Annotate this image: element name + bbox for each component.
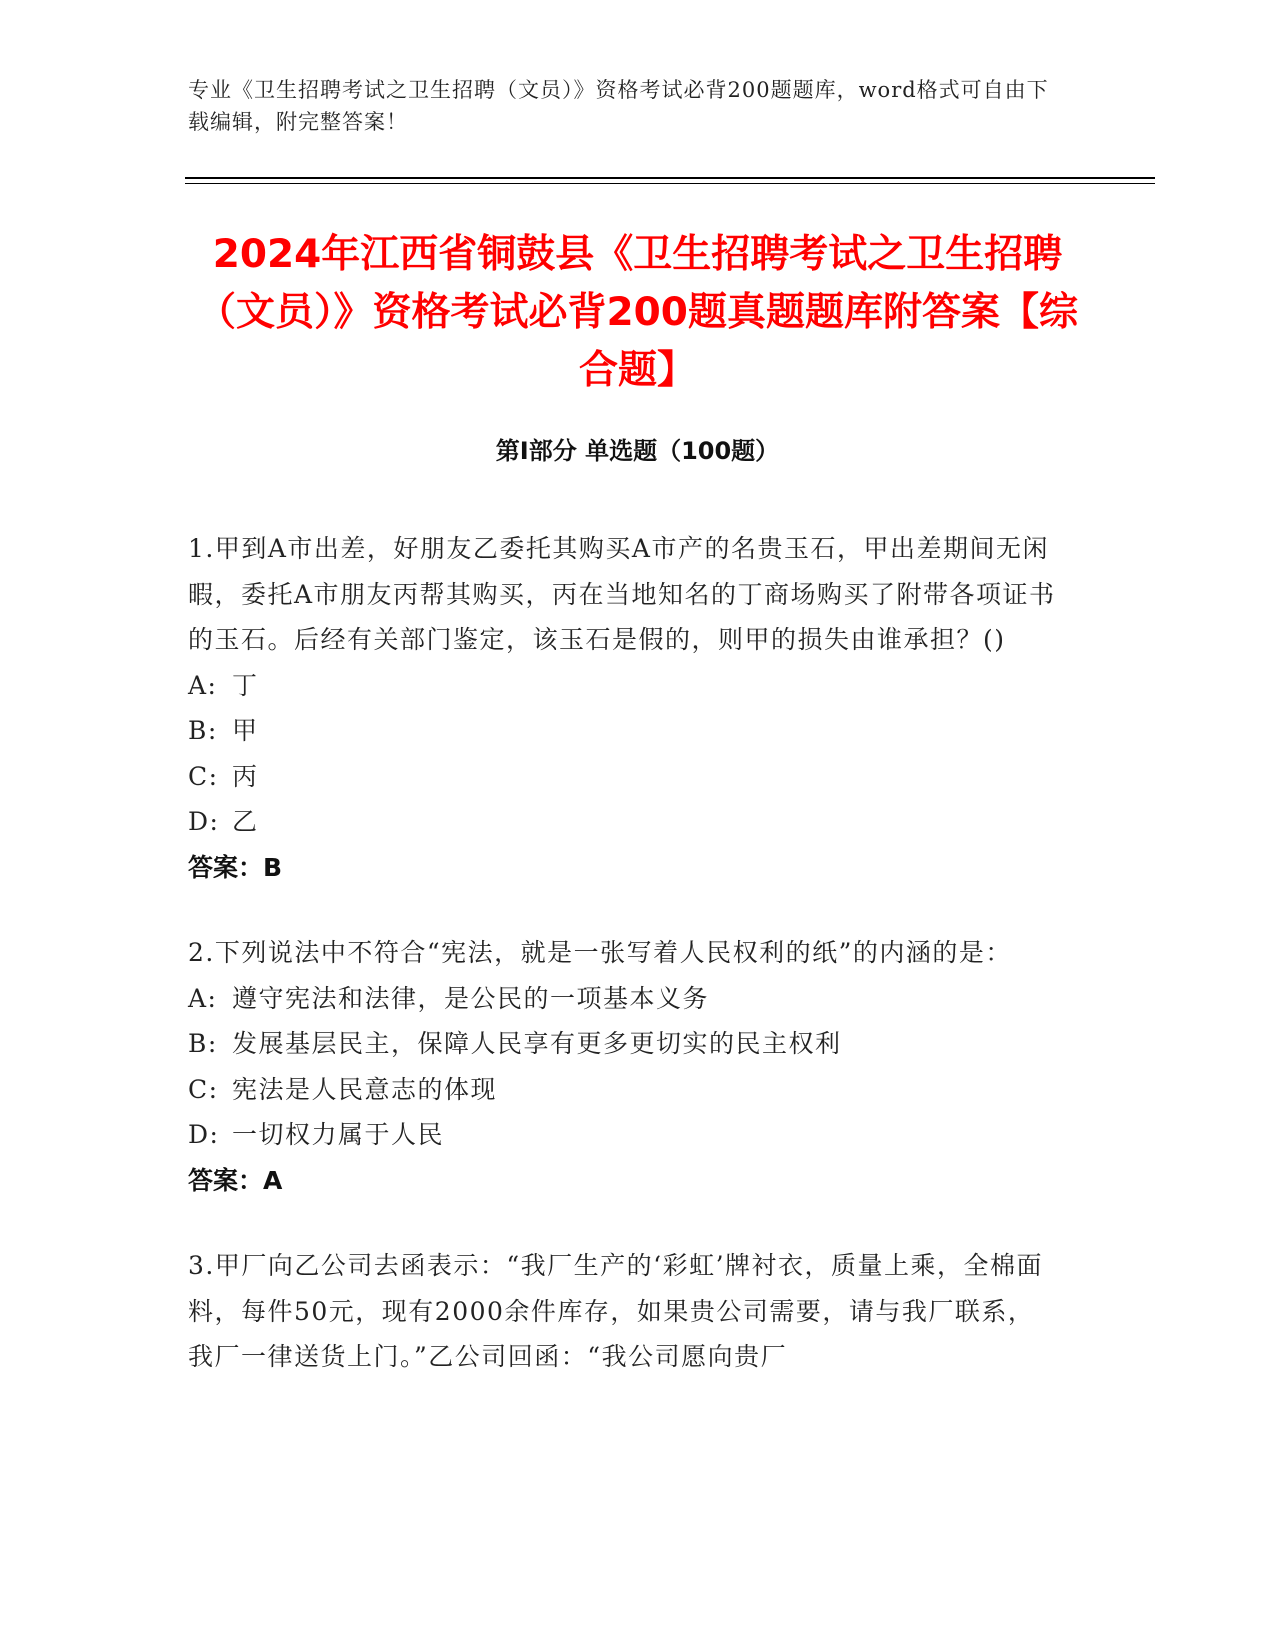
option-letter: B: (188, 1029, 218, 1058)
option-d (188, 1112, 1058, 1158)
option-text: 丙 (232, 761, 259, 791)
question-stem: 1.甲到A市出差，好朋友乙委托其购买A市产的名贵玉石，甲出差期间无闲暇，委托A市朋友丙帮其购买，丙在当地知名的丁商场购买了附带各项证书的玉石。后经有关部门鉴定，该玉石是假的，则甲的损失由谁承担？() (188, 534, 1056, 654)
option-d (188, 799, 1058, 845)
option-text: 宪法是人民意志的体现 (232, 1074, 498, 1104)
option-a (188, 976, 1058, 1022)
answer-label: 答案：B (188, 852, 283, 882)
header-rule-thick (185, 177, 1155, 179)
document-title: 2024年江西省铜鼓县《卫生招聘考试之卫生招聘（文员）》资格考试必背200题真题题库附答案【综合题】 (197, 232, 1078, 393)
option-text: 遵守宪法和法律，是公民的一项基本义务 (232, 983, 710, 1013)
option-text: 一切权力属于人民 (232, 1120, 445, 1149)
option-letter: B: (188, 716, 218, 745)
question-2 (188, 930, 1058, 1203)
option-letter: D: (188, 807, 220, 836)
option-a (188, 663, 1058, 709)
option-b (188, 708, 1058, 754)
header-rule-thin (185, 183, 1155, 184)
option-letter: C: (188, 761, 219, 791)
option-letter: A: (188, 983, 218, 1013)
question-stem: 2.下列说法中不符合“宪法，就是一张写着人民权利的纸”的内涵的是： (188, 938, 1012, 967)
option-letter: A: (188, 670, 218, 700)
section-heading: 第Ⅰ部分 单选题（100题） (495, 437, 780, 465)
question-1 (188, 526, 1058, 890)
option-letter: D: (188, 1120, 220, 1149)
header-note: 专业《卫生招聘考试之卫生招聘（文员）》资格考试必背200题题库，word格式可自由下载编辑，附完整答案！ (188, 78, 1049, 134)
question-3 (188, 1243, 1058, 1380)
option-text: 甲 (232, 716, 259, 745)
option-c (188, 754, 1058, 800)
option-letter: C: (188, 1074, 219, 1104)
option-c (188, 1067, 1058, 1113)
question-stem: 3.甲厂向乙公司去函表示：“我厂生产的‘彩虹’牌衬衣，质量上乘，全棉面料，每件50元，现有2000余件库存，如果贵公司需要，请与我厂联系，我厂一律送货上门。”乙公司回函：“我公司愿向贵厂 (188, 1251, 1044, 1371)
answer-label: 答案：A (188, 1165, 283, 1195)
question-list (188, 526, 1058, 1420)
option-b (188, 1021, 1058, 1067)
option-text: 丁 (232, 670, 259, 700)
option-text: 发展基层民主，保障人民享有更多更切实的民主权利 (232, 1029, 842, 1058)
option-text: 乙 (232, 807, 259, 836)
